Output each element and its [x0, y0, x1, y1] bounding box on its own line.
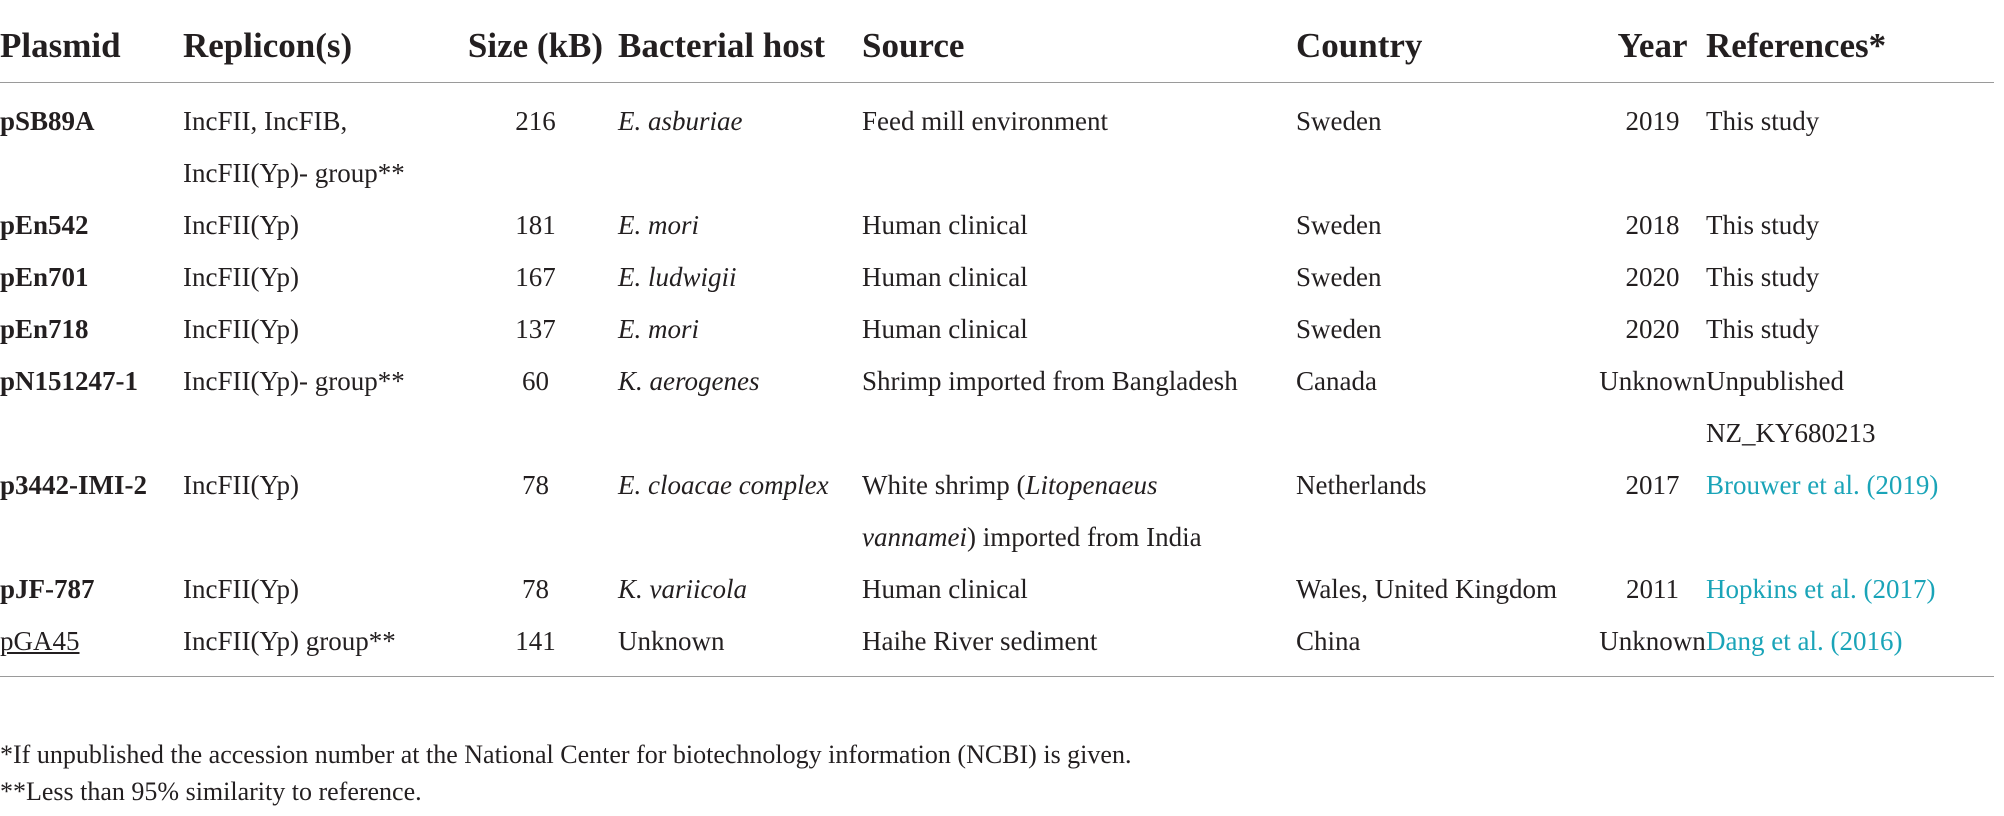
footnote-1: *If unpublished the accession number at the National Center for biotechnology information (NCBI) is given. [0, 740, 1132, 769]
cell-plasmid: pJF-787 [0, 574, 95, 604]
footnotes [0, 736, 1131, 810]
column-header-references: References* [1706, 10, 1994, 83]
cell-size: 60 [522, 366, 549, 396]
cell-reference: This study [1706, 314, 1820, 344]
cell-plasmid: pN151247-1 [0, 366, 139, 396]
cell-source: Human clinical [862, 210, 1028, 240]
cell-replicon: IncFII(Yp) [183, 574, 299, 604]
cell-reference [1706, 615, 1994, 677]
cell-plasmid: pSB89A [0, 106, 95, 136]
cell-replicon: IncFII(Yp)- group** [183, 366, 405, 396]
reference-link[interactable]: Hopkins et al. (2017) [1706, 574, 1936, 604]
cell-host: E. mori [618, 314, 699, 344]
cell-year: 2011 [1626, 574, 1679, 604]
cell-source: Feed mill environment [862, 106, 1108, 136]
cell-replicon: IncFII(Yp) [183, 262, 299, 292]
column-header-country: Country [1296, 10, 1599, 83]
cell-reference [1706, 563, 1994, 615]
cell-year: 2020 [1625, 262, 1680, 292]
cell-reference: This study [1706, 262, 1820, 292]
cell-reference: This study [1706, 210, 1820, 240]
cell-host: K. variicola [618, 574, 747, 604]
table-row [0, 355, 1994, 459]
cell-source: Human clinical [862, 574, 1028, 604]
cell-host: K. aerogenes [618, 366, 760, 396]
table-row [0, 563, 1994, 615]
cell-size: 181 [515, 210, 556, 240]
cell-year: Unknown [1599, 366, 1706, 396]
cell-plasmid: pGA45 [0, 615, 183, 677]
cell-country: Netherlands [1296, 470, 1427, 500]
footnote-2: **Less than 95% similarity to reference. [0, 777, 422, 806]
cell-year: 2017 [1625, 470, 1680, 500]
table-row [0, 459, 1994, 563]
column-header-plasmid: Plasmid [0, 10, 183, 83]
cell-size: 78 [522, 574, 549, 604]
cell-source: Haihe River sediment [862, 615, 1296, 677]
cell-size: 167 [515, 262, 556, 292]
table-row [0, 199, 1994, 251]
cell-host: E. mori [618, 210, 699, 240]
cell-year: 2019 [1625, 106, 1680, 136]
reference-link[interactable]: Dang et al. (2016) [1706, 626, 1903, 656]
cell-source: Human clinical [862, 314, 1028, 344]
cell-plasmid: pEn542 [0, 210, 89, 240]
cell-host: E. cloacae complex [618, 470, 829, 500]
cell-plasmid: pEn701 [0, 262, 89, 292]
cell-year: 2020 [1625, 314, 1680, 344]
table-row [0, 303, 1994, 355]
cell-replicon: IncFII, IncFIB, IncFII(Yp)- group** [183, 106, 405, 188]
column-header-replicons: Replicon(s) [183, 10, 453, 83]
cell-replicon: IncFII(Yp) [183, 470, 299, 500]
table-row [0, 251, 1994, 303]
cell-size: 78 [522, 470, 549, 500]
table-header-row [0, 10, 1994, 83]
cell-replicon: IncFII(Yp) group** [183, 615, 453, 677]
cell-host: Unknown [618, 615, 862, 677]
column-header-bacterial-host: Bacterial host [618, 10, 862, 83]
cell-country: Sweden [1296, 210, 1382, 240]
table-row [0, 83, 1994, 200]
column-header-source: Source [862, 10, 1296, 83]
cell-source: Human clinical [862, 262, 1028, 292]
cell-country: Wales, United Kingdom [1296, 574, 1558, 604]
cell-source: White shrimp (Litopenaeus vannamei) imported from India [862, 470, 1202, 552]
cell-host: E. ludwigii [618, 262, 737, 292]
cell-replicon: IncFII(Yp) [183, 314, 299, 344]
cell-reference: This study [1706, 106, 1820, 136]
plasmid-table [0, 10, 1994, 677]
cell-replicon: IncFII(Yp) [183, 210, 299, 240]
cell-country: Sweden [1296, 262, 1382, 292]
cell-reference: Unpublished NZ_KY680213 [1706, 366, 1876, 448]
cell-source: Shrimp imported from Bangladesh [862, 366, 1238, 396]
cell-country: China [1296, 615, 1599, 677]
column-header-size: Size (kB) [453, 10, 618, 83]
reference-link[interactable]: Brouwer et al. (2019) [1706, 470, 1939, 500]
column-header-year: Year [1599, 10, 1706, 83]
cell-plasmid: pEn718 [0, 314, 89, 344]
cell-year: Unknown [1599, 615, 1706, 677]
cell-size: 137 [515, 314, 556, 344]
cell-size: 216 [515, 106, 556, 136]
cell-country: Canada [1296, 366, 1377, 396]
cell-host: E. asburiae [618, 106, 743, 136]
cell-year: 2018 [1625, 210, 1680, 240]
table-row [0, 615, 1994, 677]
cell-size: 141 [453, 615, 618, 677]
cell-country: Sweden [1296, 106, 1382, 136]
cell-plasmid: p3442-IMI-2 [0, 470, 147, 500]
cell-reference [1706, 459, 1994, 563]
cell-country: Sweden [1296, 314, 1382, 344]
